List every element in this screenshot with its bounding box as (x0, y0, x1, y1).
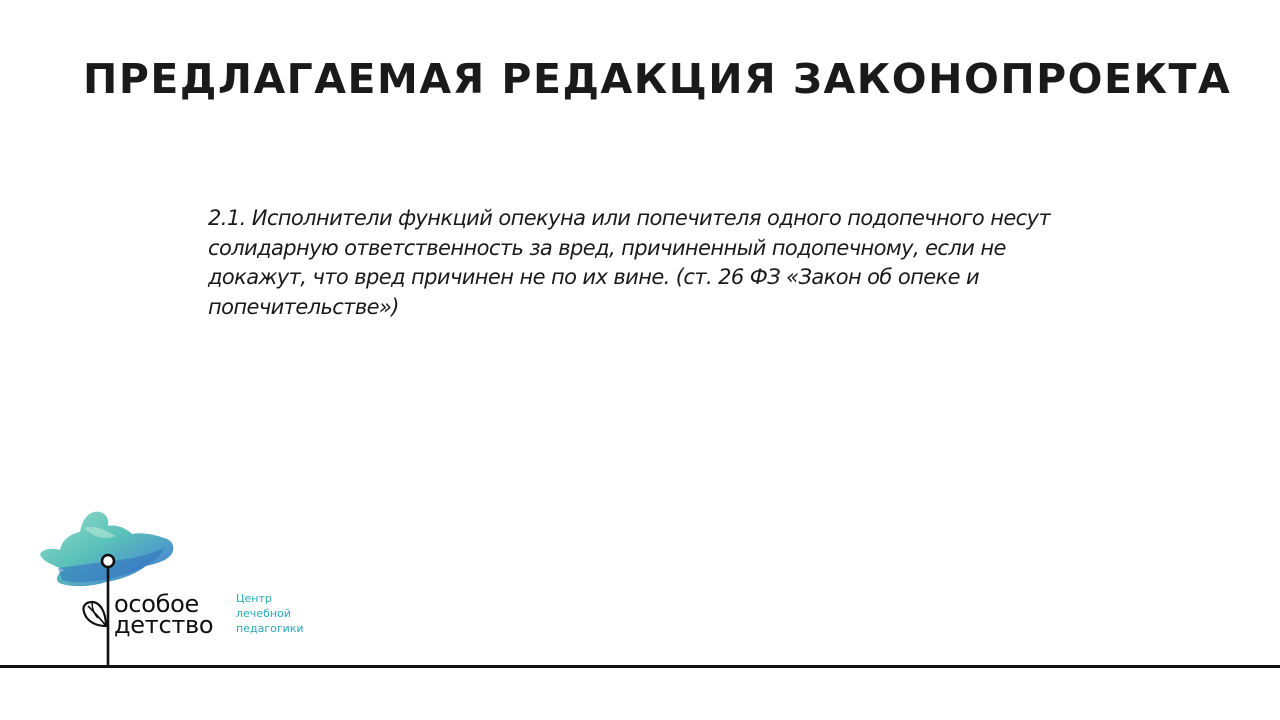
logo-name-line1: особое (114, 590, 200, 618)
body-line: попечительстве») (208, 294, 399, 319)
logo-subtitle-line: Центр (236, 592, 272, 605)
body-line: солидарную ответственность за вред, причиненный подопечному, если не (208, 235, 1006, 260)
body-line: 2.1. Исполнители функций опекуна или попечителя одного подопечного несут (208, 206, 1051, 230)
logo-subtitle-line: педагогики (236, 622, 304, 635)
logo-artwork (36, 508, 181, 668)
logo-name-line2: детство (114, 611, 214, 639)
logo-subtitle-line: лечебной (236, 607, 291, 620)
slide-title: ПРЕДЛАГАЕМАЯ РЕДАКЦИЯ ЗАКОНОПРОЕКТА (83, 55, 1232, 103)
watercolor-splash-icon (40, 512, 173, 587)
slide-body-text (208, 204, 1168, 322)
body-line: докажут, что вред причинен не по их вине. (ст. 26 ФЗ «Закон об опеке и (208, 265, 980, 289)
bottom-divider (0, 665, 1280, 668)
leaf-icon (83, 602, 106, 626)
